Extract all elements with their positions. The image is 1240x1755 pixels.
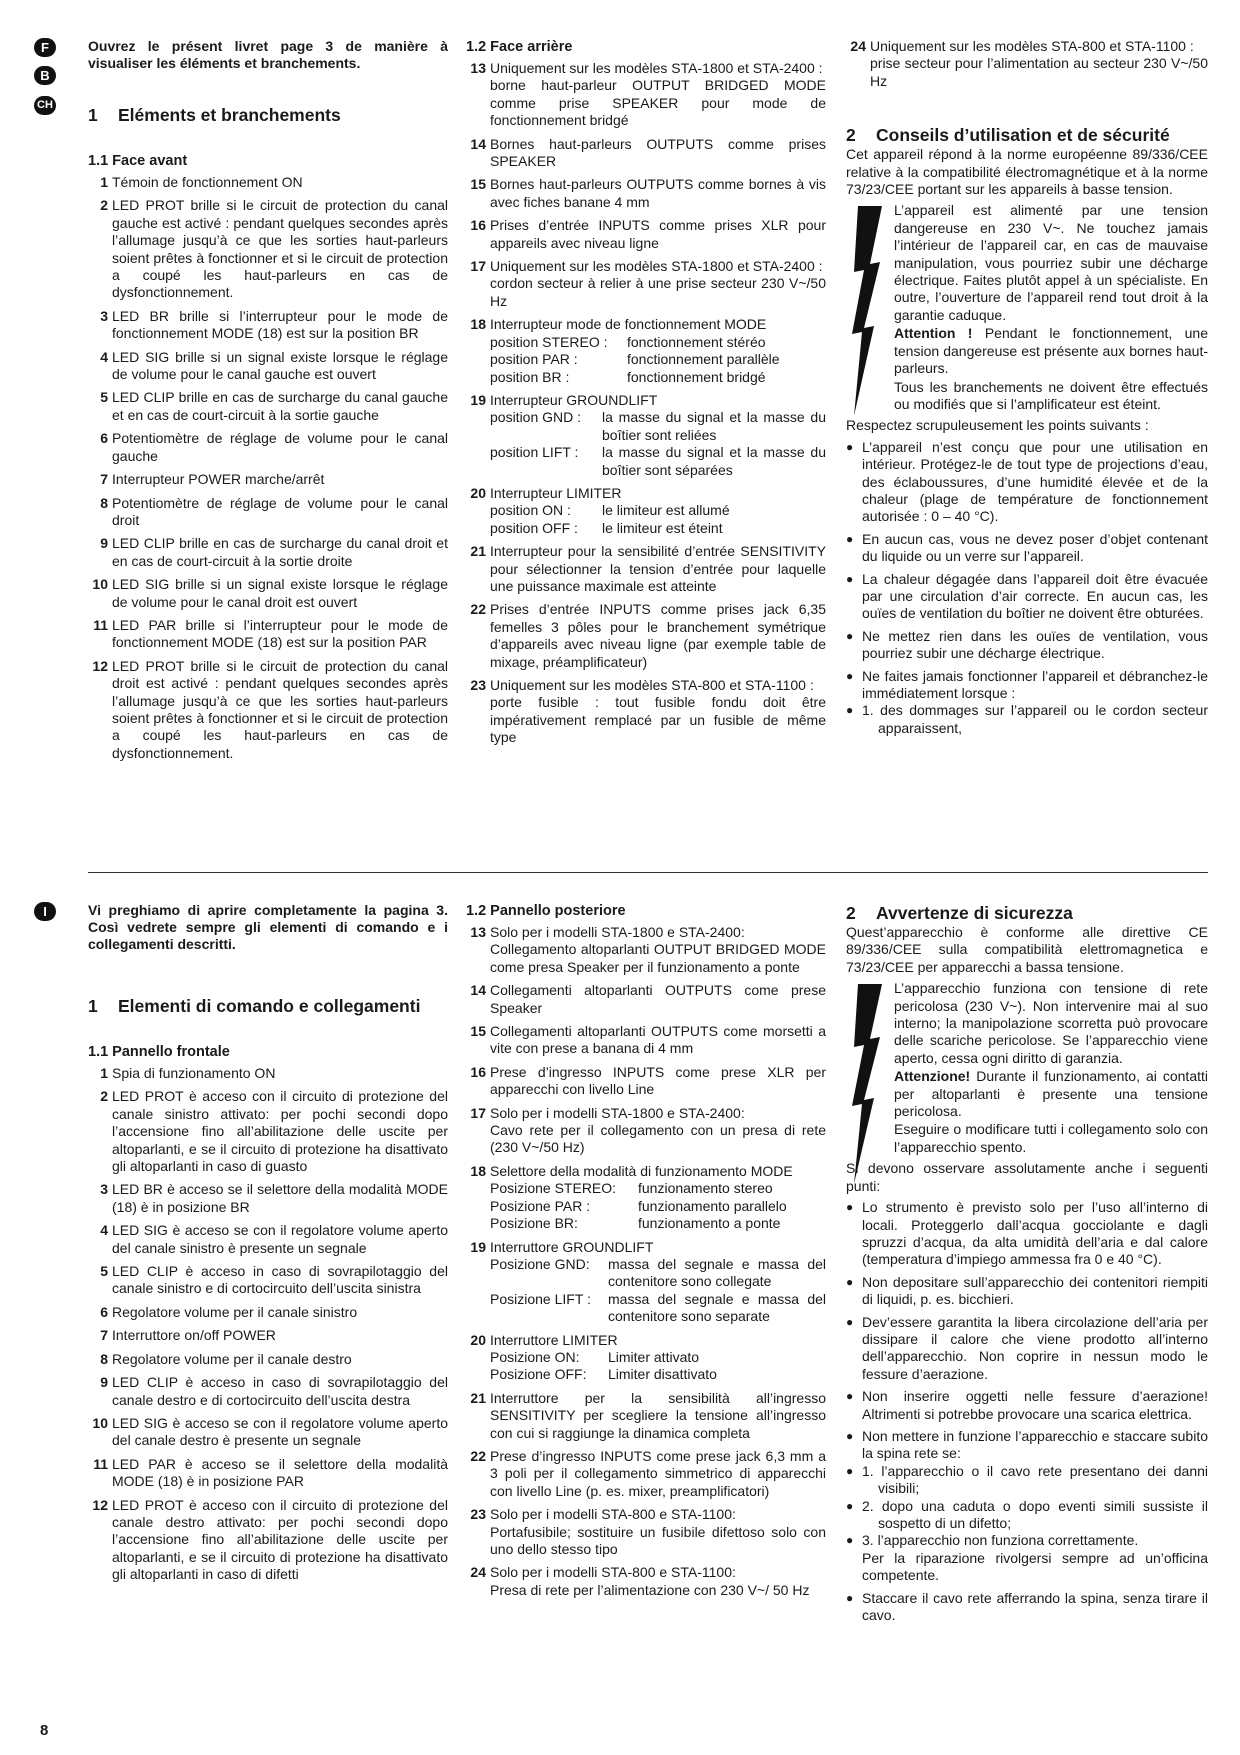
language-badge-i: I	[34, 902, 56, 921]
fr-warning-text: L’appareil est alimenté par une tension dangereuse en 230 V~. Ne touchez jamais l’intérieur de l’appareil car, en cas de mauvaise manipulation, vous pourriez subir une décharge électrique. Faites plutôt appel à un spécialiste. En outre, l’ouverture de l’appareil rend tout droit à la garantie caduque.	[894, 202, 1208, 323]
list-item: 2 LED PROT è acceso con il circuito di protezione del canale sinistro attivato: per pochi secondi dopo l’accensione fino all’abilitazione delle uscite per altoparlanti, e se il circuito di protezione ha disattivato gli altoparlanti in caso di guasto	[100, 1088, 448, 1175]
it-rear-heading: 1.2 Pannello posteriore	[466, 903, 626, 919]
list-item: ● Staccare il cavo rete afferrando la spina, senza tirare il cavo.	[846, 1590, 1208, 1625]
list-item: ● Ne mettez rien dans les ouïes de ventilation, vous pourriez subir une décharge électrique.	[846, 628, 1208, 663]
it-warning-attention: Attenzione! Durante il funzionamento, ai contatti per altoparlanti è presente una tensione pericolosa.	[894, 1068, 1208, 1120]
it-warning-block	[846, 980, 1208, 1156]
list-item: ● Lo strumento è previsto solo per l’uso all’interno di locali. Proteggerlo dall’acqua gocciolante e dagli spruzzi d’acqua, da alta umidità dell’aria e dal calore (temperatura d’impiego ammessa fra 0 e 40 °C).	[846, 1199, 1208, 1269]
list-item: 23 Solo per i modelli STA-800 e STA-1100: Portafusibile; sostituire un fusibile difettoso solo con uno dello stesso tipo	[470, 1506, 826, 1557]
list-item: ● Non depositare sull’apparecchio dei contenitori riempiti di liquidi, p. es. bicchieri.	[846, 1274, 1208, 1309]
fr-rear-heading: 1.2 Face arrière	[466, 39, 573, 55]
list-item: 16 Prese d’ingresso INPUTS come prese XLR per apparecchi con livello Line	[470, 1063, 826, 1098]
list-item: 10 LED SIG brille si un signal existe lorsque le réglage de volume pour le canal droit est ouvert	[92, 576, 448, 610]
list-item: 6 Potentiomètre de réglage de volume pour le canal gauche	[100, 430, 448, 464]
fr-safety-intro: Cet appareil répond à la norme européenne 89/336/CEE relative à la compatibilité électromagnétique et à la norme 73/23/CEE portant sur les appareils à basse tension.	[846, 146, 1208, 198]
list-item: 1 Spia di funzionamento ON	[100, 1065, 276, 1081]
list-item: 21 Interruttore per la sensibilità all’ingresso SENSITIVITY per scegliere la tensione all’ingresso con cui si raggiunge la dinamica completa	[470, 1389, 826, 1441]
fr-column-2	[466, 38, 826, 753]
it-section2-heading: 2 Avvertenze di sicurezza	[846, 903, 1073, 923]
fr-warning-connections: Tous les branchements ne doivent être effectués ou modifiés que si l’amplificateur est éteint.	[894, 378, 1208, 412]
list-item: 24 Uniquement sur les modèles STA-800 et STA-1100 : prise secteur pour l’alimentation au secteur 230 V~/50 Hz	[850, 38, 1208, 89]
sub-item: ● 1. des dommages sur l’appareil ou le cordon secteur apparaissent,	[862, 702, 1208, 737]
list-item: ● Dev’essere garantita la libera circolazione dell’aria per dissipare il calore che viene prodotto all’interno dell’apparecchio. Non coprire in nessun modo le fessure d’aerazione.	[846, 1314, 1208, 1384]
sub-item: ● 1. l’apparecchio o il cavo rete presentano dei danni visibili;	[862, 1463, 1208, 1498]
list-item: 4 LED SIG è acceso se con il regolatore volume aperto del canale sinistro è presente un segnale	[100, 1222, 448, 1256]
fr-warning-block	[846, 202, 1208, 413]
list-item: 14 Bornes haut-parleurs OUTPUTS comme prises SPEAKER	[470, 135, 826, 170]
list-item: 15 Bornes haut-parleurs OUTPUTS comme bornes à vis avec fiches banane 4 mm	[470, 176, 826, 210]
fr-rear-list	[466, 60, 826, 747]
list-item: 15 Collegamenti altoparlanti OUTPUTS come morsetti a vite con prese a banana di 4 mm	[470, 1023, 826, 1057]
list-item: 2 LED PROT brille si le circuit de protection du canal gauche est activé : pendant quelques secondes après l’allumage jusqu’à ce que les sorties haut-parleurs soient prêtes à fonctionner et si le circuit de protection a coupé les haut-parleurs en cas de dysfonctionnement.	[100, 197, 448, 301]
fr-front-list	[88, 174, 448, 762]
list-item: 4 LED SIG brille si un signal existe lorsque le réglage de volume pour le canal gauche est ouvert	[100, 348, 448, 383]
list-item: ● En aucun cas, vous ne devez poser d’objet contenant du liquide ou un verre sur l’appareil.	[846, 531, 1208, 566]
page-number: 8	[40, 1722, 49, 1739]
list-item: 5 LED CLIP brille en cas de surcharge du canal gauche et en cas de court-circuit à la sortie gauche	[100, 389, 448, 423]
fr-column-3	[846, 38, 1208, 742]
sub-item: ● 3. l’apparecchio non funziona correttamente.	[862, 1532, 1208, 1549]
list-item: 18 Selettore della modalità di funzionamento MODE Posizione STEREO: funzionamento stereo Posizione PAR : funzionamento parallelo Posizione BR: funzionamento a ponte	[470, 1162, 793, 1232]
list-item: 18 Interrupteur mode de fonctionnement MODE position STEREO : fonctionnement stéréo position PAR : fonctionnement parallèle position BR : fonctionnement bridgé	[470, 316, 780, 385]
list-item: 17 Solo per i modelli STA-1800 e STA-2400: Cavo rete per il collegamento con un presa di rete (230 V~/50 Hz)	[470, 1104, 826, 1156]
it-column-1	[88, 902, 448, 1590]
list-item: 13 Solo per i modelli STA-1800 e STA-2400: Collegamento altoparlanti OUTPUT BRIDGED MODE come presa Speaker per il funzionamento a ponte	[470, 924, 826, 975]
list-item: 19 Interruttore GROUNDLIFT Posizione GND: massa del segnale e massa del contenitore sono collegate Posizione LIFT : massa del segnale e massa del contenitore sono separate	[470, 1238, 826, 1325]
list-item: ● Ne faites jamais fonctionner l’appareil et débranchez-le immédiatement lorsque : ● 1. des dommages sur l’appareil ou le cordon secteur apparaissent,	[846, 668, 1208, 738]
fr-section1-heading: 1 Eléments et branchements	[88, 105, 341, 125]
list-item: 13 Uniquement sur les modèles STA-1800 et STA-2400 : borne haut-parleur OUTPUT BRIDGED MODE comme prise SPEAKER pour mode de fonctionnement bridgé	[470, 60, 826, 129]
it-repair-note: Per la riparazione rivolgersi sempre ad un’officina competente.	[862, 1549, 1208, 1584]
fr-safety-bullets	[846, 439, 1208, 738]
list-item: ● Non mettere in funzione l’apparecchio e staccare subito la spina rete se: ● 1. l’apparecchio o il cavo rete presentano dei danni visibili; ● 2. dopo una caduta o dopo eventi simili sussiste il sospetto di un difetto; ● 3. l’apparecchio non funziona correttamente. Per la riparazione rivolgersi sempre ad un’officina competente.	[846, 1428, 1208, 1585]
list-item: 17 Uniquement sur les modèles STA-1800 et STA-2400 : cordon secteur à relier à une prise secteur 230 V~/50 Hz	[470, 258, 826, 309]
list-item: 20 Interrupteur LIMITER position ON : le limiteur est allumé position OFF : le limiteur est éteint	[470, 484, 730, 536]
list-item: ● L’appareil n’est conçu que pour une utilisation en intérieur. Protégez-le de tout type de projections d’eau, des éclaboussures, d’une humidité élevée et de la chaleur (plage de température de fonctionnement autorisée : 0 – 40 °C).	[846, 439, 1208, 526]
list-item: ● La chaleur dégagée dans l’appareil doit être évacuée par une circulation d’air correcte. En aucun cas, les ouïes de ventilation du boîtier ne doivent être obturées.	[846, 571, 1208, 623]
it-column-2	[466, 902, 826, 1605]
list-item: 1 Témoin de fonctionnement ON	[100, 174, 303, 190]
list-item: 8 Potentiomètre de réglage de volume pour le canal droit	[100, 494, 448, 528]
list-item: 7 Interrupteur POWER marche/arrêt	[100, 471, 325, 488]
language-badge-ch: CH	[34, 96, 56, 115]
fr-warning-attention: Attention ! Pendant le fonctionnement, une tension dangereuse est présente aux bornes haut-parleurs.	[894, 325, 1208, 377]
lightning-bolt-icon	[848, 206, 884, 416]
list-item: 7 Interruttore on/off POWER	[100, 1327, 276, 1344]
fr-section2-heading: 2 Conseils d’utilisation et de sécurité	[846, 125, 1170, 146]
list-item: 12 LED PROT brille si le circuit de protection du canal droit est activé : pendant quelques secondes après l’allumage jusqu’à ce que les sorties haut-parleurs soient prêtes à fonctionner et si le circuit de protection a coupé les haut-parleurs en cas de dysfonctionnement.	[92, 657, 448, 761]
list-item: 10 LED SIG è acceso se con il regolatore volume aperto del canale destro è presente un segnale	[92, 1414, 448, 1449]
it-warning-text: L’apparecchio funziona con tensione di rete pericolosa (230 V~). Non intervenire mai al suo interno; la manipolazione scorretta può provocare delle scariche pericolose. Se l’apparecchio viene aperto, cessa ogni diritto di garanzia.	[894, 980, 1208, 1066]
it-intro: Vi preghiamo di aprire completamente la pagina 3. Così vedrete sempre gli elementi di comando e i collegamenti descritti.	[88, 902, 448, 952]
fr-rear-list-cont	[846, 38, 1208, 90]
lightning-bolt-icon	[848, 984, 884, 1184]
list-item: 21 Interrupteur pour la sensibilité d’entrée SENSITIVITY pour sélectionner la tension d’entrée pour laquelle une puissance maximale est atteinte	[470, 543, 826, 594]
list-item: 3 LED BR brille si l’interrupteur pour le mode de fonctionnement MODE (18) est sur la position BR	[100, 307, 448, 342]
fr-respect-text: Respectez scrupuleusement les points suivants :	[846, 417, 1149, 434]
list-item: 9 LED CLIP brille en cas de surcharge du canal droit et en cas de court-circuit à la sortie droite	[100, 535, 448, 569]
list-item: 6 Regolatore volume per il canale sinistro	[100, 1303, 358, 1320]
list-item: ● Non inserire oggetti nelle fessure d’aerazione! Altrimenti si potrebbe provocare una scarica elettrica.	[846, 1388, 1208, 1423]
list-item: 5 LED CLIP è acceso in caso di sovrapilotaggio del canale sinistro e di cortocircuito dell’uscita sinistra	[100, 1263, 448, 1297]
list-item: 24 Solo per i modelli STA-800 e STA-1100: Presa di rete per l’alimentazione con 230 V~/ 50 Hz	[470, 1564, 810, 1598]
it-safety-bullets	[846, 1199, 1208, 1624]
fr-column-1	[88, 38, 448, 768]
list-item: 22 Prises d’entrée INPUTS comme prises jack 6,35 femelles 3 pôles pour le branchement symétrique d’appareils avec niveau ligne (par exemple table de mixage, préamplificateur)	[470, 601, 826, 670]
fr-intro: Ouvrez le présent livret page 3 de manière à visualiser les éléments et branchements.	[88, 38, 448, 71]
it-safety-intro: Quest’apparecchio è conforme alle direttive CE 89/336/CEE sulla compatibilità elettromagnetica e 73/23/CEE per apparecchi a bassa tensione.	[846, 924, 1208, 975]
language-badge-f: F	[34, 38, 56, 57]
sub-item: ● 2. dopo una caduta o dopo eventi simili sussiste il sospetto di un difetto;	[862, 1498, 1208, 1533]
french-section	[0, 0, 1240, 870]
it-front-heading: 1.1 Pannello frontale	[88, 1044, 230, 1060]
it-front-list	[88, 1065, 448, 1584]
list-item: 14 Collegamenti altoparlanti OUTPUTS come prese Speaker	[470, 982, 826, 1016]
it-column-3	[846, 902, 1208, 1629]
list-item: 12 LED PROT è acceso con il circuito di protezione del canale destro attivato: per pochi secondi dopo l’accensione fino all’abilitazione delle uscite per altoparlanti, e se il circuito di protezione ha disattivato gli altoparlanti in caso di difetti	[92, 1496, 448, 1583]
fr-front-heading: 1.1 Face avant	[88, 153, 188, 169]
it-respect-text: Si devono osservare assolutamente anche i seguenti punti:	[846, 1160, 1208, 1194]
it-warning-connections: Eseguire o modificare tutti i collegamento solo con l’apparecchio spento.	[894, 1121, 1208, 1155]
list-item: 19 Interrupteur GROUNDLIFT position GND : la masse du signal et la masse du boîtier sont reliées position LIFT : la masse du signal et la masse du boîtier sont séparées	[470, 391, 826, 478]
list-item: 11 LED PAR è acceso se il selettore della modalità MODE (18) è in posizione PAR	[93, 1455, 448, 1490]
list-item: 23 Uniquement sur les modèles STA-800 et STA-1100 : porte fusible : tout fusible fondu doit être impérativement remplacé par un fusible de même type	[470, 677, 826, 746]
it-section1-heading: 1 Elementi di comando e collegamenti	[88, 996, 421, 1016]
section-divider	[88, 872, 1208, 873]
list-item: 3 LED BR è acceso se il selettore della modalità MODE (18) è in posizione BR	[100, 1181, 448, 1215]
list-item: 8 Regolatore volume per il canale destro	[100, 1350, 352, 1367]
list-item: 11 LED PAR brille si l’interrupteur pour le mode de fonctionnement MODE (18) est sur la position PAR	[93, 616, 448, 651]
list-item: 16 Prises d’entrée INPUTS comme prises XLR pour appareils avec niveau ligne	[470, 217, 826, 251]
list-item: 20 Interruttore LIMITER Posizione ON: Limiter attivato Posizione OFF: Limiter disattivato	[470, 1331, 717, 1383]
it-rear-list	[466, 924, 826, 1599]
language-badge-b: B	[34, 66, 56, 85]
list-item: 22 Prese d’ingresso INPUTS come prese jack 6,3 mm a 3 poli per il collegamento simmetrico di apparecchi con livello Line (p. es. mixer, preamplificatori)	[470, 1447, 826, 1499]
list-item: 9 LED CLIP è acceso in caso di sovrapilotaggio del canale destro e di cortocircuito dell’uscita destra	[100, 1374, 448, 1408]
italian-section	[0, 880, 1240, 1700]
